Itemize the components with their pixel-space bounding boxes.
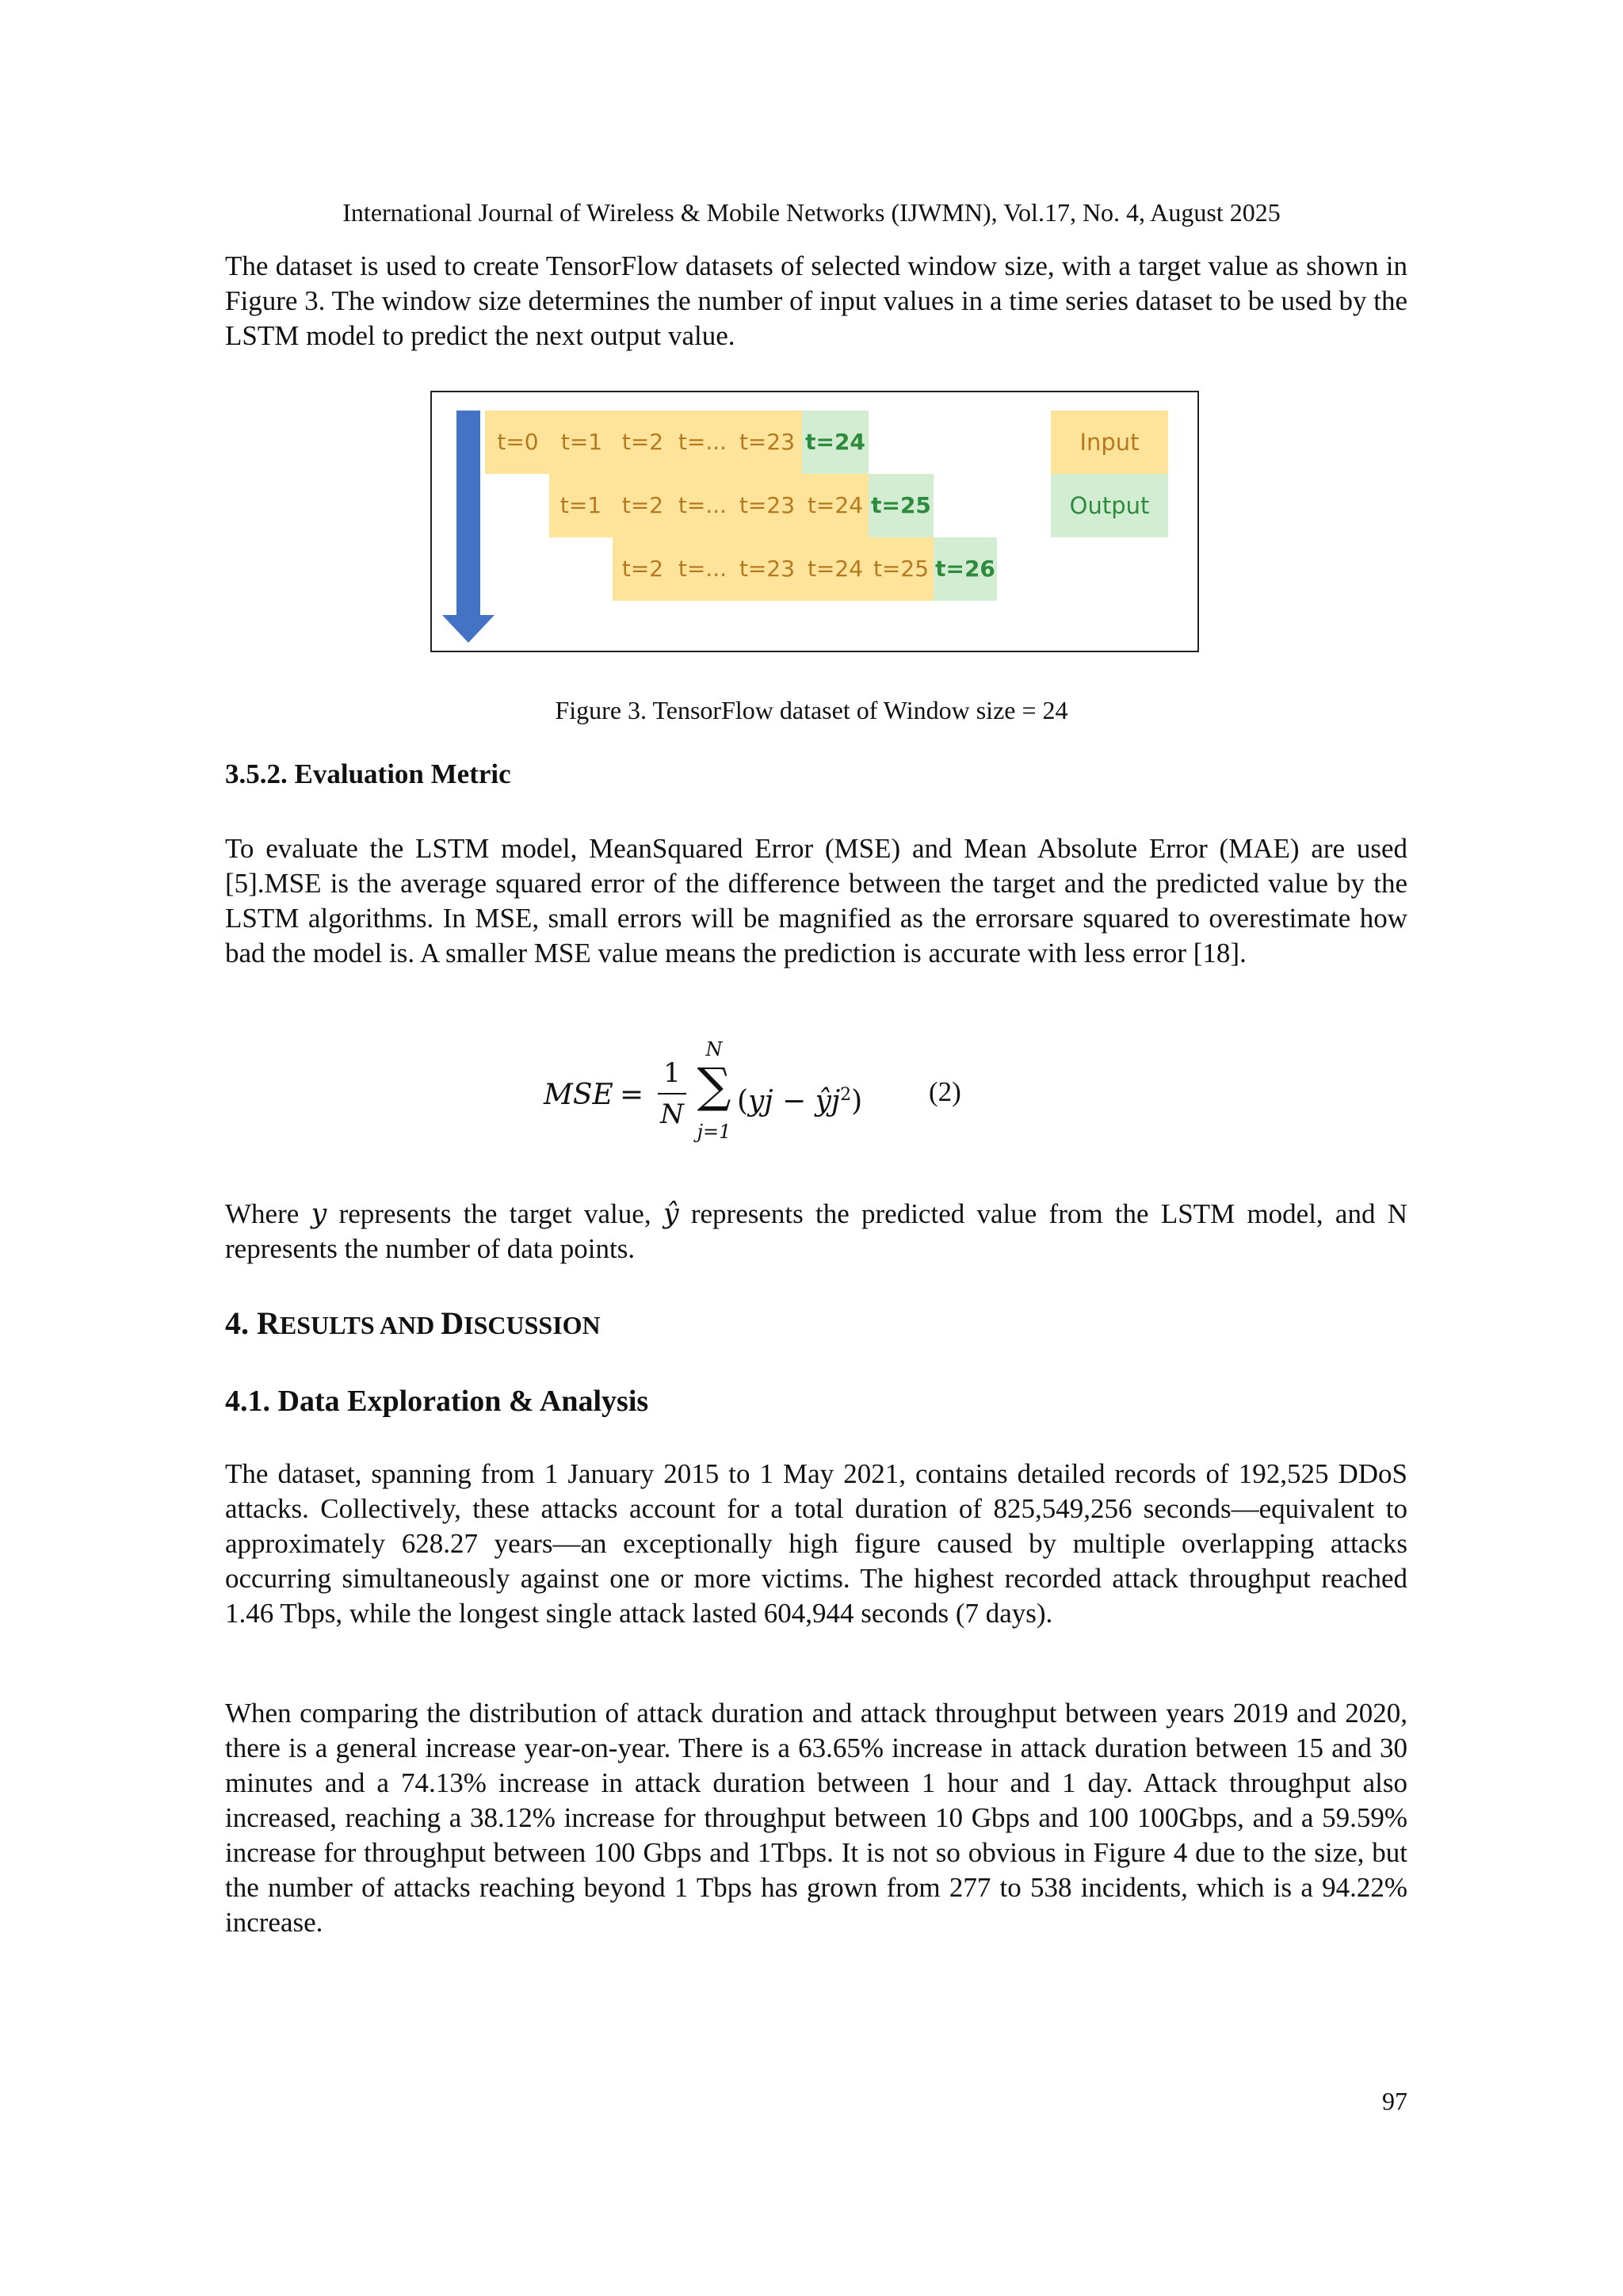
figure-cell-input: t=25: [869, 537, 934, 601]
figure-cell-input: t=1: [549, 474, 613, 537]
figure-cell-input: t=23: [732, 411, 802, 474]
intro-paragraph: [225, 249, 1407, 353]
figure-cell-input: t=2: [613, 474, 673, 537]
figure-cell-input: t=24: [802, 474, 869, 537]
legend-input: Input: [1051, 411, 1168, 474]
figure-cell-input: t=...: [673, 537, 732, 601]
mse-equation: [544, 1038, 1098, 1149]
data-paragraph-2-text: When comparing the distribution of attack duration and attack throughput between years 2019 and 2020, there is a general increase year-on-year. There is a 63.65% increase in attack duration between 15 and 30 minutes and a 74.13% increase in attack duration between 1 hour and 1 day. Attack throughput also increased, reaching a 38.12% increase for throughput between 10 Gbps and 100 100Gbps, and a 59.59% increase for throughput between 100 Gbps and 1Tbps. It is not so obvious in Figure 4 due to the size, but the number of attacks reaching beyond 1 Tbps has grown from 277 to 538 incidents, which is a 94.22% increase.: [225, 1698, 1407, 1938]
var-yhat: ŷ: [663, 1198, 679, 1230]
section-heading: 3.5.2. Evaluation Metric: [225, 758, 511, 789]
minus-sign: −: [782, 1085, 807, 1117]
figure-cell-output: t=25: [869, 474, 934, 537]
where-suffix: represents the predicted value from the LSTM model, and N represents the number of data points.: [225, 1198, 1407, 1264]
figure-cell-input: t=...: [673, 474, 732, 537]
section-41-heading: 4.1. Data Exploration & Analysis: [225, 1385, 649, 1418]
figure-cell-input: t=1: [551, 411, 613, 474]
section-4-word2-cap: D: [441, 1305, 464, 1341]
equation-body: [737, 1078, 862, 1119]
journal-header: International Journal of Wireless & Mobile Networks (IJWMN), Vol.17, No. 4, August 2025: [342, 198, 1281, 227]
exponent: 2: [840, 1085, 852, 1105]
section-4-heading: [225, 1304, 601, 1345]
equation-fraction-numerator: 1: [663, 1057, 681, 1089]
sum-upper-limit: N: [705, 1038, 723, 1060]
equation-number: (2): [929, 1076, 961, 1107]
data-paragraph-1-text: The dataset, spanning from 1 January 2015 to 1 May 2021, contains detailed records of 192,525 DDoS attacks. Collectively, these attacks account for a total duration of 825,549,256 seconds—equivalent to approximately 628.27 years—an exceptionally high figure caused by multiple overlapping attacks occurring simultaneously against one or more victims. The highest recorded attack throughput reached 1.46 Tbps, while the longest single attack lasted 604,944 seconds (7 days).: [225, 1458, 1407, 1629]
legend-output: Output: [1051, 474, 1168, 537]
data-paragraph-1: [225, 1457, 1407, 1631]
var-y: y: [311, 1198, 327, 1230]
figure-cell-input: t=0: [485, 411, 551, 474]
figure-cell-input: t=24: [802, 537, 869, 601]
section-4-word1-rest: ESULTS AND: [279, 1311, 441, 1339]
where-paragraph-text: [225, 1197, 1407, 1266]
figure-cell-input: t=...: [673, 411, 732, 474]
figure-cell-input: t=23: [732, 537, 802, 601]
evaluation-paragraph-text: To evaluate the LSTM model, MeanSquared Error (MSE) and Mean Absolute Error (MAE) are used [5].MSE is the average squared error of the difference between the target and the predicted value by the LSTM algorithms. In MSE, small errors will be magnified as the errorsare squared to overestimate how bad the model is. A smaller MSE value means the prediction is accurate with less error [18].: [225, 833, 1407, 968]
intro-paragraph-text: The dataset is used to create TensorFlow datasets of selected window size, with a target value as shown in Figure 3. The window size determines the number of input values in a time series dataset to be used by the LSTM model to predict the next output value.: [225, 250, 1407, 351]
sum-lower-limit: j=1: [697, 1121, 731, 1143]
term-yj: yj: [748, 1085, 773, 1117]
figure-caption: Figure 3. TensorFlow dataset of Window size = 24: [555, 696, 1068, 724]
where-mid: represents the target value,: [327, 1198, 663, 1229]
paren-open: (: [737, 1085, 749, 1117]
down-arrow-shaft: [456, 411, 480, 615]
fraction-bar: [658, 1093, 686, 1095]
data-paragraph-2: [225, 1696, 1407, 1940]
section-4-number: 4.: [225, 1305, 257, 1341]
figure-cell-output: t=26: [934, 537, 997, 601]
equation-fraction-denominator: N: [660, 1098, 684, 1130]
equation-lhs: MSE: [544, 1079, 613, 1111]
sigma-symbol: ∑: [697, 1058, 731, 1114]
term-yhat-j: ŷj: [815, 1085, 841, 1117]
figure-cell-input: t=2: [613, 411, 673, 474]
down-arrow-icon: [442, 615, 495, 643]
figure-cell-input: t=23: [732, 474, 802, 537]
section-4-word2-rest: ISCUSSION: [464, 1311, 601, 1339]
where-prefix: Where: [225, 1198, 311, 1229]
evaluation-paragraph: [225, 831, 1407, 971]
figure-cell-input: t=2: [613, 537, 673, 601]
where-paragraph: [225, 1197, 1407, 1266]
section-4-word1-cap: R: [257, 1305, 280, 1341]
page-number: 97: [1382, 2087, 1407, 2115]
equation-equals: =: [620, 1079, 644, 1111]
figure-cell-output: t=24: [802, 411, 869, 474]
paren-close: ): [851, 1085, 863, 1117]
